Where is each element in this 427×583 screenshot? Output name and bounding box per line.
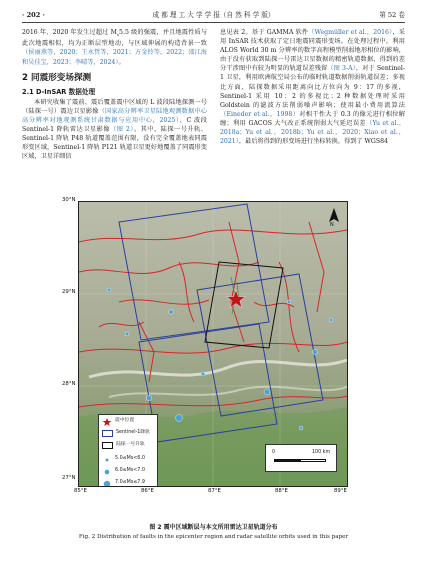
page-header xyxy=(22,8,405,23)
legend-item xyxy=(102,429,150,437)
text: 本研究收集了震前、震后覆盖震中区域的 L 波段陆地探测一号（陆探一号）震边卫星影像 xyxy=(22,98,207,115)
lon-label: 87°E xyxy=(208,488,221,494)
scale-segment xyxy=(300,459,326,462)
legend-label: 5.0≤Ms<6.0 xyxy=(115,456,145,461)
paragraph xyxy=(22,98,207,162)
map-view xyxy=(78,201,348,487)
text: ，最后将得到的形变场进行坐标转换，得到了 WGS84 xyxy=(238,138,388,146)
text: 息见表 2。基于 GAMMA 软件 xyxy=(220,29,309,36)
legend-label: 陆探一号升轨 xyxy=(116,442,145,447)
legend-label: Sentinel-1降轨 xyxy=(116,430,150,435)
paragraph: 2016 年、2020 年发生过超过 $M_s5.5$ 级的强震，并且地震性质与此次地震相似，均为正断层型地动，与区域伸展的构造背景一致（侯丽燕等，2020；王永哲等，2021；方金铃等，2022；邵江海和吴佳宝，2023；李晴等，2024）。 xyxy=(22,29,208,66)
north-label: N xyxy=(330,222,334,228)
figure-caption-cn: 图 2 震中区域断层与本文所用雷达卫星轨道分布 xyxy=(149,524,278,531)
lon-label: 86°E xyxy=(141,488,154,494)
text: 。 xyxy=(118,58,125,66)
scale-bar xyxy=(265,444,337,472)
legend-item xyxy=(102,479,145,487)
text: 。其中，陆探一号升轨、Sentinel-1 降轨 P48 轨道覆盖范围有限，没有完全覆盖地表同震形变区域，Sentinel-1 降轨 P121 轨道卫星更好地覆盖了同震形变区域，卫星详细信 xyxy=(22,125,207,161)
legend-item xyxy=(102,455,145,463)
quake-large-icon xyxy=(102,480,112,486)
left-column xyxy=(22,28,207,161)
subsection-heading: 2.1 D-InSAR 数据处理 xyxy=(22,87,96,96)
legend-label: 6.0≤Ms<7.0 xyxy=(115,468,145,473)
lon-label: 85°E xyxy=(74,488,87,494)
page-number: · 202 · xyxy=(22,11,45,19)
lat-label: 28°N xyxy=(62,381,76,387)
citation-link[interactable]: （侯丽燕等，2020；王永哲等，2021；方金铃等，2022；邵江海和吴佳宝，2023；李晴等，2024） xyxy=(22,49,207,66)
paragraph xyxy=(220,28,405,146)
citation-link[interactable]: （Wegmüller et al.，2016） xyxy=(308,29,393,36)
text: 对相干性大于 0.3 的像元进行相位解缠；利用 GACOS 大气改正系统削弱大气延迟误差 xyxy=(220,110,405,127)
citation-link[interactable]: （Eineder et al.，1998） xyxy=(220,110,300,118)
lon-label: 89°E xyxy=(334,488,347,494)
right-column xyxy=(220,28,405,146)
sentinel-frame-icon xyxy=(102,430,113,437)
legend-label: 7.0≤Ms≤7.9 xyxy=(115,480,145,485)
text: ，采用 InSAR 技术获取了定日地震同震形变场。在处理过程中，利用 ALOS World 30 m 分辨率的数字高程模型削弱地形相位的影响，由于没有获取到陆探一号雷达卫星数据的精密轨道数据，得到的差分干涉图中有较为明显的轨道误差残留 xyxy=(220,29,406,73)
quake-mid-icon xyxy=(102,468,112,474)
legend-item xyxy=(102,467,145,475)
figure-caption-en: Fig. 2 Distribution of faults in the epicenter region and radar satellite orbits used in this paper xyxy=(78,534,349,540)
lat-label: 27°N xyxy=(62,475,76,481)
figure-2 xyxy=(62,193,358,511)
volume-label: 第 52 卷 xyxy=(379,11,405,19)
lat-label: 29°N xyxy=(62,289,76,295)
text: 5.5 级的强震，并且地震性质与此次地震相似，均为正断层型地动，与区域伸展的构造背景一致 xyxy=(22,29,208,48)
text: ，对于 Sentinel-1 卫星，利用欧洲航空局公布的临时轨道数据削弱轨道误差；多视比方面，陆探数据采用距离向比方位向为 9：17 的多视，Sentinel-1 采用 10：2 的多视比；2 种数据处理时采用 Goldstein 的滤波方法削弱噪声影响；使用最小费用流算法 xyxy=(220,65,405,109)
citation-link[interactable]: （国家高分辨率卫星陆地观测数据中心高分辨率对地观测系统甘肃数据与应用中心，2025） xyxy=(22,107,208,124)
legend-item xyxy=(102,441,145,449)
scale-label: 0 xyxy=(272,450,276,455)
quake-small-icon xyxy=(102,456,112,462)
journal-title: 成 都 理 工 大 学 学 报（自 然 科 学 版） xyxy=(152,11,275,19)
map-legend xyxy=(98,414,158,487)
figure-ref-link[interactable]: （图 2） xyxy=(110,125,134,133)
section-heading: 2 同震形变场探测 xyxy=(22,72,92,83)
figure-ref-link[interactable]: （图 3-A） xyxy=(327,65,356,73)
legend-label: 震中位置 xyxy=(115,418,135,423)
citation-link[interactable]: （Yu et al.，2018a；Yu et al.，2018b；Yu et al.，2020；Xiao et al.，2021） xyxy=(220,119,406,146)
legend-item xyxy=(102,417,134,425)
scale-label: 100 km xyxy=(312,450,331,455)
text: 、C 波段 Sentinel-1 降轨雷达卫星影像 xyxy=(22,116,207,133)
lon-label: 88°E xyxy=(275,488,288,494)
lat-label: 30°N xyxy=(62,197,76,203)
lutan-frame-icon xyxy=(102,442,113,449)
star-icon xyxy=(102,418,112,424)
text: 2016 年、2020 年发生过超过 M xyxy=(22,29,117,36)
